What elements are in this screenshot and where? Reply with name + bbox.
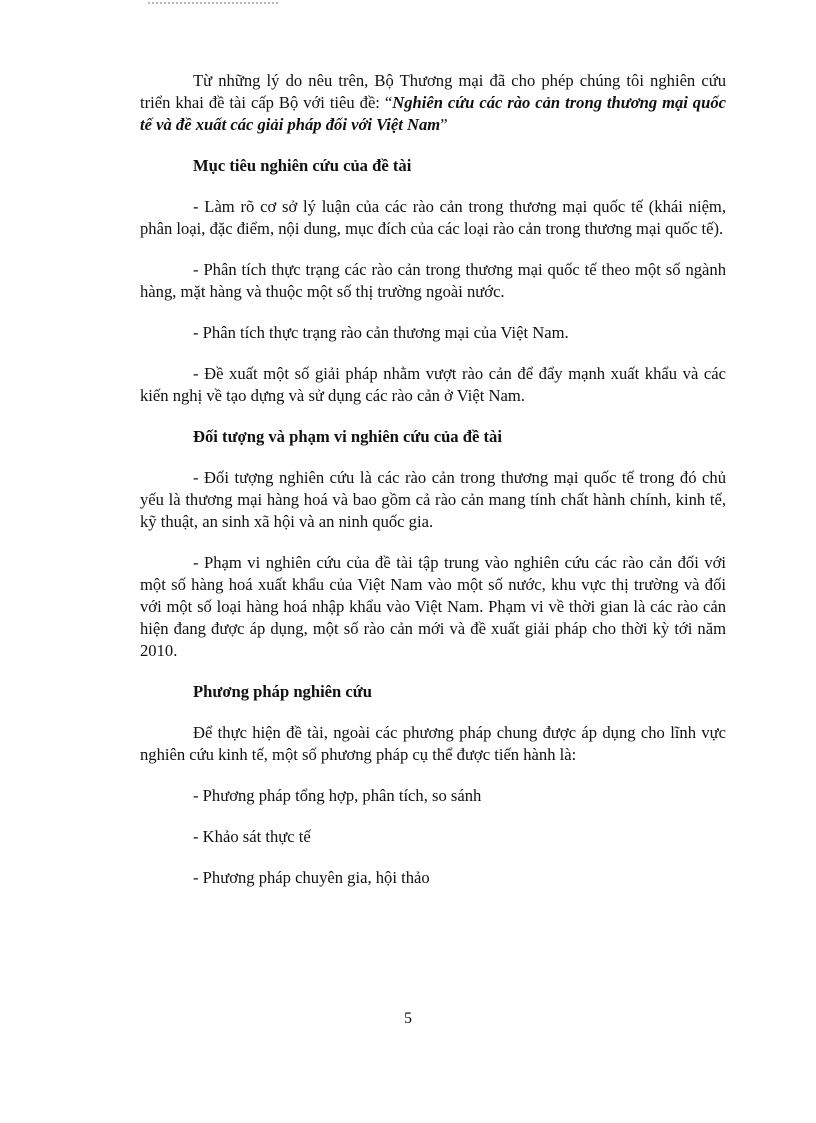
page-number: 5 [404,1010,412,1027]
scan-artifact-mark [148,2,278,7]
method-item: - Khảo sát thực tế [193,827,311,846]
project-title: Nghiên cứu các rào cản trong thương mại quốc tế và đề xuất các giải pháp đối với Việt Nam [140,93,726,134]
intro-paragraph [140,70,726,136]
method-item: - Phương pháp chuyên gia, hội thảo [193,868,430,887]
methods-intro: Để thực hiện đề tài, ngoài các phương pháp chung được áp dụng cho lĩnh vực nghiên cứu kinh tế, một số phương pháp cụ thể được tiến hành là: [140,723,726,764]
scope-heading: Đối tượng và phạm vi nghiên cứu của đề tài [193,427,502,446]
objective-item: - Làm rõ cơ sở lý luận của các rào cản trong thương mại quốc tế (khái niệm, phân loại, đặc điểm, nội dung, mục đích của các loại rào cản trong thương mại quốc tế). [140,197,726,238]
intro-text: Từ những lý do nêu trên, Bộ Thương mại đã cho phép chúng tôi nghiên cứu triển khai đề tài cấp Bộ với tiêu đề: “ [140,71,726,112]
objective-item: - Phân tích thực trạng các rào cản trong thương mại quốc tế theo một số ngành hàng, mặt hàng và thuộc một số thị trường ngoài nước. [140,260,726,301]
objectives-heading: Mục tiêu nghiên cứu của đề tài [193,156,412,175]
intro-close-quote: ” [440,115,448,134]
scope-item: - Phạm vi nghiên cứu của đề tài tập trung vào nghiên cứu các rào cản đối với một số hàng hoá xuất khẩu của Việt Nam vào một số nước, khu vực thị trường và đối với một số loại hàng hoá nhập khẩu vào Việt Nam. Phạm vi về thời gian là các rào cản hiện đang được áp dụng, một số rào cản mới và đề xuất giải pháp cho thời kỳ tới năm 2010. [140,553,726,660]
page-content [140,70,726,908]
objective-item: - Phân tích thực trạng rào cản thương mại của Việt Nam. [193,323,569,342]
method-item: - Phương pháp tổng hợp, phân tích, so sánh [193,786,482,805]
scope-item: - Đối tượng nghiên cứu là các rào cản trong thương mại quốc tế trong đó chủ yếu là thương mại hàng hoá và bao gồm cả rào cản mang tính chất hành chính, kinh tế, kỹ thuật, an sinh xã hội và an ninh quốc gia. [140,468,726,531]
methods-heading: Phương pháp nghiên cứu [193,682,372,701]
objective-item: - Đề xuất một số giải pháp nhằm vượt rào cản để đẩy mạnh xuất khẩu và các kiến nghị về tạo dựng và sử dụng các rào cản ở Việt Nam. [140,364,726,405]
